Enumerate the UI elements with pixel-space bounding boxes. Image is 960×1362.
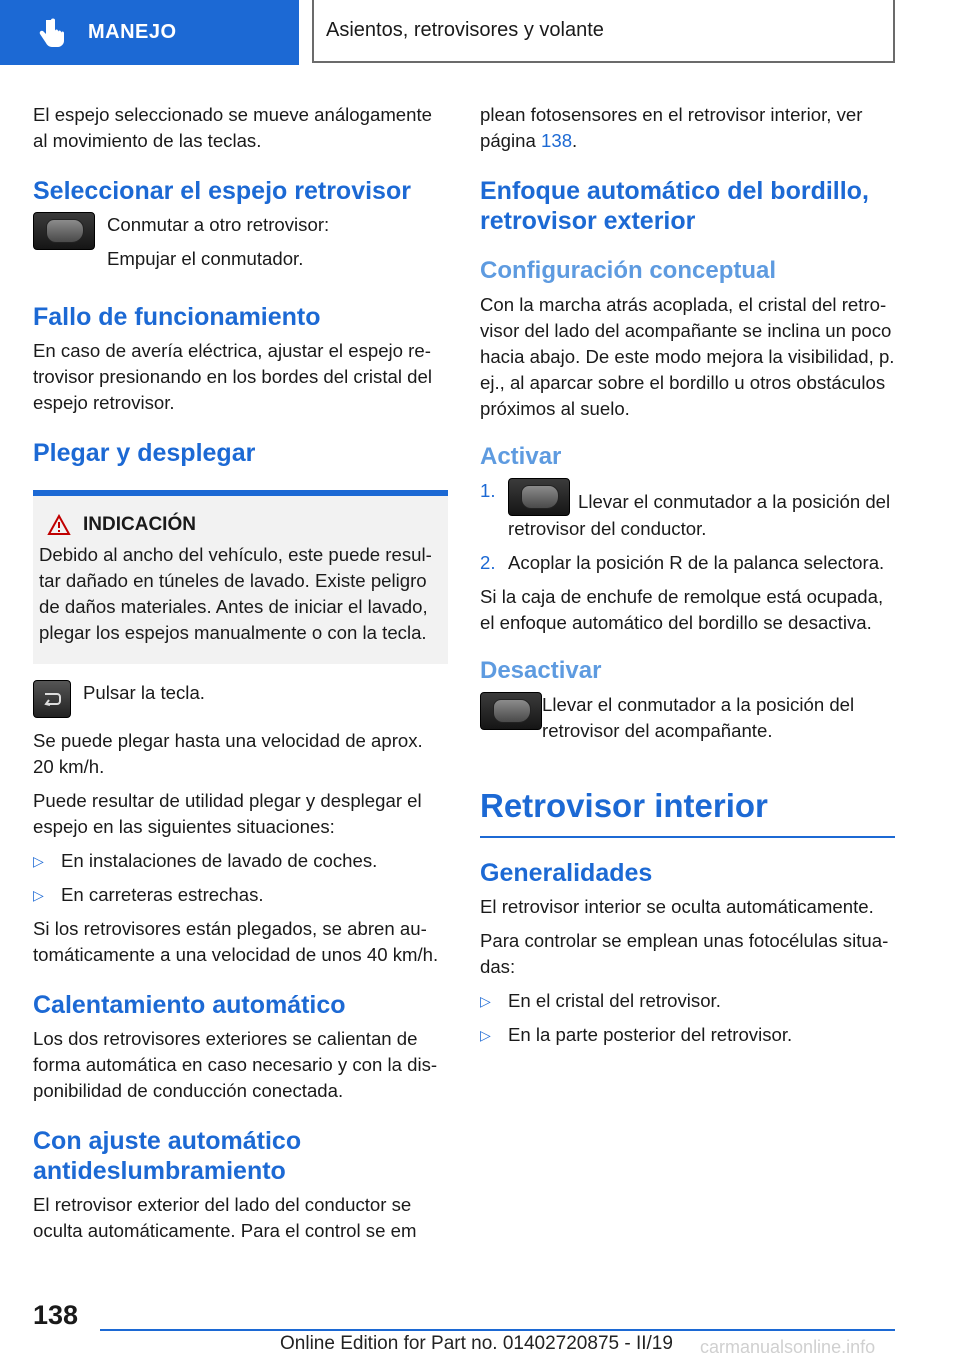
trailer-text: Si la caja de enchufe de remolque está ocupada, el enfoque automático del bordillo se desactiva. <box>480 586 884 633</box>
concept-text: Con la marcha atrás acoplada, el cristal del retrovisor del lado del acompañante se inclina un poco hacia abajo. De este modo mejora la visibilidad, p. ej., al aparcar sobre el bordillo u otros obstáculos próximos al suelo. <box>480 294 895 419</box>
list-item: 2. Acoplar la posición R de la palanca selectora. <box>480 552 885 573</box>
heading-activate: Activar <box>480 443 562 470</box>
section-label: MANEJO <box>88 21 177 43</box>
warning-triangle-icon <box>47 514 71 536</box>
hand-pointer-icon <box>38 18 66 48</box>
section-tab[interactable] <box>0 0 299 65</box>
list-item: ▷ En la parte posterior del retrovisor. <box>480 1022 895 1048</box>
heading-general: Generalidades <box>480 859 653 887</box>
heading-select-mirror: Seleccionar el espejo retrovisor <box>33 177 411 205</box>
continued-text: plean fotosensores en el retrovisor interior, ver página 138. <box>480 104 863 151</box>
list-item: 1. Llevar el conmutador a la posición del retrovisor del conductor. <box>480 480 891 539</box>
general-text-1: El retrovisor interior se oculta automáticamente. <box>480 896 874 917</box>
fold-mirror-key-icon <box>33 680 71 718</box>
bullet-triangle-icon: ▷ <box>480 1027 491 1043</box>
select-step-2: Empujar el conmutador. <box>107 248 304 269</box>
auto-open-text: Si los retrovisores están plegados, se abren automáticamente a una velocidad de unos 40 km/h. <box>33 918 439 965</box>
heading-heating: Calentamiento automático <box>33 991 346 1019</box>
heading-interior-mirror: Retrovisor interior <box>480 786 895 838</box>
right-column <box>480 102 895 1056</box>
malfunction-text: En caso de avería eléctrica, ajustar el espejo retrovisor presionando en los bordes del cristal del espejo retrovisor. <box>33 340 432 413</box>
select-mirror-row <box>33 212 448 280</box>
warning-title: INDICACIÓN <box>83 514 196 535</box>
chapter-label: Asientos, retrovisores y volante <box>326 19 604 41</box>
list-item: ▷ En carreteras estrechas. <box>33 882 448 908</box>
left-column <box>33 102 448 1252</box>
antiglare-text: El retrovisor exterior del lado del conductor se oculta automáticamente. Para el control se em <box>33 1194 417 1241</box>
fold-key-row <box>33 680 448 718</box>
press-key-text: Pulsar la tecla. <box>83 682 205 703</box>
heading-concept: Configuración conceptual <box>480 257 777 284</box>
heading-deactivate: Desactivar <box>480 657 602 684</box>
select-step-1: Conmutar a otro retrovisor: <box>107 214 330 235</box>
mirror-switch-icon <box>480 692 542 730</box>
heating-text: Los dos retrovisores exteriores se calientan de forma automática en caso necesario y con la disponibilidad de conducción conectada. <box>33 1028 438 1101</box>
heading-curb-tilt: Enfoque automático del bordillo, retrovisor exterior <box>480 177 869 235</box>
general-text-2: Para controlar se emplean unas fotocélulas situadas: <box>480 930 889 977</box>
mirror-switch-icon <box>33 212 95 250</box>
heading-fold: Plegar y desplegar <box>33 439 256 467</box>
watermark: carmanualsonline.info <box>700 1337 876 1357</box>
page-reference-link[interactable]: 138 <box>541 130 573 151</box>
deactivate-text: Llevar el conmutador a la posición del retrovisor del acompañante. <box>542 694 855 741</box>
bullet-triangle-icon: ▷ <box>33 887 44 903</box>
mirror-switch-icon <box>508 478 570 516</box>
page-number: 138 <box>33 1300 79 1330</box>
chapter-title[interactable] <box>312 0 895 63</box>
footer-rule <box>100 1329 895 1331</box>
heading-malfunction: Fallo de funcionamiento <box>33 303 321 331</box>
intro-text: El espejo seleccionado se mueve análogamente al movimiento de las teclas. <box>33 104 432 151</box>
bullet-triangle-icon: ▷ <box>480 993 491 1009</box>
list-item: ▷ En instalaciones de lavado de coches. <box>33 848 448 874</box>
warning-box <box>33 496 448 664</box>
list-item: ▷ En el cristal del retrovisor. <box>480 988 895 1014</box>
edition-info: Online Edition for Part no. 01402720875 - II/19 <box>280 1333 673 1354</box>
fold-speed-text: Se puede plegar hasta una velocidad de aprox. 20 km/h. <box>33 730 423 777</box>
deactivate-row <box>480 692 895 752</box>
warning-text: Debido al ancho del vehículo, este puede resultar dañado en túneles de lavado. Existe peligro de daños materiales. Antes de iniciar el lavado, plegar los espejos manualmente o con la tecla. <box>39 544 432 643</box>
heading-antiglare: Con ajuste automático antideslumbramiento <box>33 1127 302 1185</box>
bullet-triangle-icon: ▷ <box>33 853 44 869</box>
fold-useful-text: Puede resultar de utilidad plegar y desplegar el espejo en las siguientes situaciones: <box>33 790 422 837</box>
